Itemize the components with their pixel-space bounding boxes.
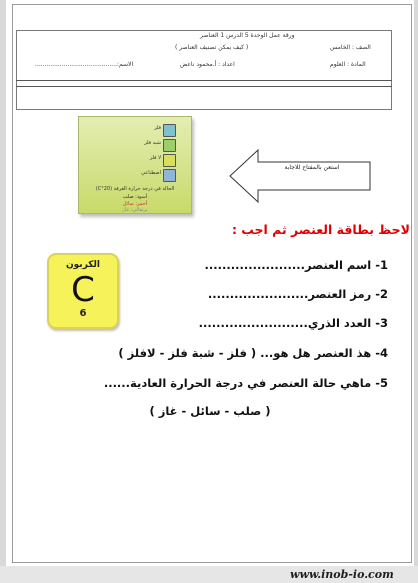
- synthetic-swatch: [163, 169, 176, 182]
- left-arrow-icon: [228, 148, 373, 204]
- prepared-by-label: اعداد : أ.محمود ناعض: [180, 61, 235, 68]
- legend-label: لا فلز: [149, 155, 161, 161]
- legend-row-metal: [79, 124, 191, 138]
- window-frame-left: [0, 0, 6, 583]
- legend-label: فلز: [154, 125, 161, 131]
- worksheet-title: ورقة عمل الوحدة 5 الدرس 1 العناصر: [200, 32, 295, 39]
- subject-label: المادة : العلوم: [330, 61, 366, 68]
- watermark-url: www.inob-io.com: [290, 568, 394, 581]
- legend-row-metalloid: [79, 139, 191, 153]
- legend-state-gas: برتقالي: غاز: [122, 207, 148, 213]
- element-key-card: [78, 116, 192, 214]
- metal-swatch: [163, 124, 176, 137]
- legend-label: اصطناعي: [141, 170, 161, 176]
- legend-row-nonmetal: [79, 154, 191, 168]
- question-2: 2- رمز العنصر.......................: [207, 287, 388, 301]
- question-4: 4- هذ العنصر هل هو... ( فلز - شبة فلز - لافلز ): [118, 346, 388, 360]
- metalloid-swatch: [163, 139, 176, 152]
- question-1: 1- اسم العنصر.......................: [204, 258, 388, 272]
- legend-row-synthetic: [79, 169, 191, 183]
- state-choices: ( صلب - سائل - غاز ): [149, 404, 271, 418]
- student-name-field: الاسم:...........................................: [35, 61, 134, 68]
- legend-label: شبه فلز: [144, 140, 161, 146]
- instruction-title: لاحظ بطاقة العنصر ثم اجب :: [231, 222, 410, 237]
- legend-state-liquid: أحمر: سائل: [122, 201, 148, 207]
- header-rule-bottom: [16, 86, 392, 87]
- header-rule-top: [16, 80, 392, 81]
- element-card: [47, 253, 119, 329]
- grade-label: الصف : الخامس: [330, 44, 371, 51]
- legend-state-solid: أسود: صلب: [122, 194, 148, 200]
- hint-text: استعن بالمفتاح للاجابة: [284, 164, 340, 171]
- window-frame-right: [414, 0, 418, 583]
- element-name: الكربون: [65, 260, 100, 270]
- header-box: [16, 30, 392, 110]
- nonmetal-swatch: [163, 154, 176, 167]
- lesson-question: ( كيف يمكن تصنيف العناصر ): [175, 44, 249, 51]
- question-5: 5- ماهي حالة العنصر في درجة الحرارة العادية......: [103, 376, 388, 390]
- element-symbol: C: [71, 270, 95, 310]
- legend-state-heading: الحالة في درجة حرارة الغرفة (20°C): [95, 186, 175, 192]
- atomic-number: 6: [79, 308, 87, 319]
- question-3: 3- العدد الذري.........................: [198, 316, 388, 330]
